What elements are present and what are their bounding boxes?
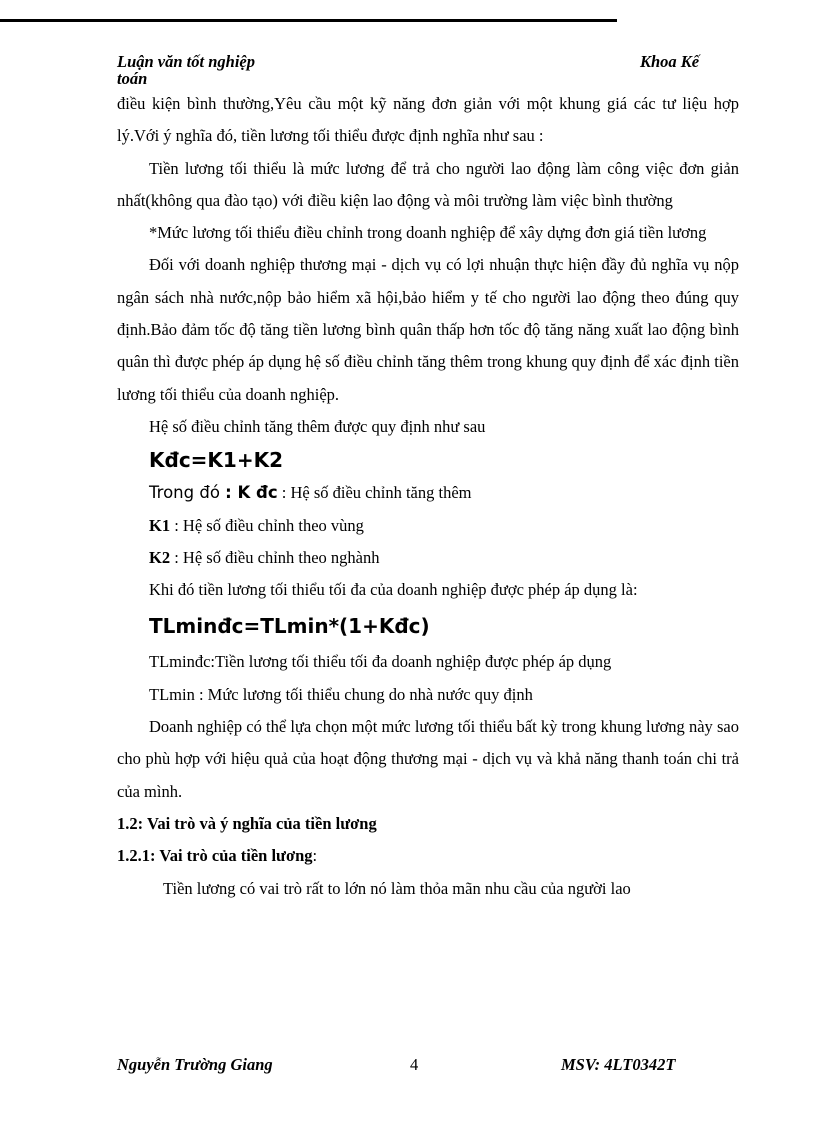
where-desc: : Hệ số điều chỉnh tăng thêm	[277, 483, 472, 503]
formula-kdc: Kđc=K1+K2	[149, 448, 284, 473]
paragraph: Đối với doanh nghiệp thương mại - dịch vụ có lợi nhuận thực hiện đầy đủ nghĩa vụ nộp ngân sách nhà nước,nộp bảo hiểm xã hội,bảo hiểm y tế cho người lao động theo đúng quy định.Bảo đảm tốc độ tăng tiền lương bình quân thấp hơn tốc độ tăng năng xuất lao động bình quân thì được phép áp dụng hệ số điều chỉnh tăng thêm trong khung quy định để xác định tiền lương tối thiểu của doanh nghiệp.	[117, 255, 739, 404]
document-body	[117, 88, 739, 905]
k2-definition	[117, 542, 739, 574]
header-thesis-title: Luận văn tốt nghiệp	[117, 52, 255, 71]
paragraph: Tiền lương có vai trò rất to lớn nó làm thỏa mãn nhu cầu của người lao	[163, 878, 631, 898]
where-prefix: Trong đó	[149, 483, 226, 503]
k1-term: K1	[149, 515, 171, 535]
paragraph: Hệ số điều chỉnh tăng thêm được quy định như sau	[149, 416, 486, 436]
where-term: : K đc	[225, 483, 278, 503]
footer-author: Nguyễn Trường Giang	[117, 1055, 273, 1074]
paragraph: Tiền lương tối thiểu là mức lương để trả cho người lao động làm công việc đơn giản nhất(không qua đào tạo) với điều kiện lao động và môi trường làm việc bình thường	[117, 158, 739, 210]
k2-desc: : Hệ số điều chỉnh theo nghành	[170, 547, 380, 567]
header-faculty-cont: toán	[117, 69, 148, 88]
paragraph: *Mức lương tối thiểu điều chỉnh trong doanh nghiệp để xây dựng đơn giá tiền lương	[149, 223, 707, 243]
paragraph: điều kiện bình thường,Yêu cầu một kỹ năng đơn giản với một khung giá các tư liệu hợp lý.Với ý nghĩa đó, tiền lương tối thiểu được định nghĩa như sau :	[117, 94, 739, 146]
section-heading: 1.2: Vai trò và ý nghĩa của tiền lương	[117, 813, 377, 833]
k1-desc: : Hệ số điều chỉnh theo vùng	[170, 515, 364, 535]
subsection-heading	[117, 840, 739, 872]
header-faculty: Khoa Kế	[640, 52, 700, 71]
header-left	[117, 53, 337, 87]
subsection-title: 1.2.1: Vai trò của tiền lương	[117, 846, 313, 866]
k2-term: K2	[149, 547, 171, 567]
formula-where	[117, 477, 739, 509]
page-number: 4	[410, 1055, 419, 1074]
paragraph: Khi đó tiền lương tối thiểu tối đa của doanh nghiệp được phép áp dụng là:	[149, 580, 638, 600]
subsection-colon: :	[312, 846, 318, 866]
formula-tlmin: TLminđc=TLmin*(1+Kđc)	[149, 614, 430, 639]
header-rule	[0, 19, 617, 22]
k1-definition	[117, 510, 739, 542]
tlmin-definition: TLmin : Mức lương tối thiểu chung do nhà nước quy định	[149, 684, 533, 704]
tlmindc-definition: TLminđc:Tiền lương tối thiểu tối đa doanh nghiệp được phép áp dụng	[149, 652, 612, 672]
paragraph: Doanh nghiệp có thể lựa chọn một mức lương tối thiểu bất kỳ trong khung lương này sao cho phù hợp với hiệu quả của hoạt động thương mại - dịch vụ và khả năng thanh toán chi trả của mình.	[117, 717, 739, 801]
footer-student-id: MSV: 4LT0342T	[561, 1055, 676, 1074]
